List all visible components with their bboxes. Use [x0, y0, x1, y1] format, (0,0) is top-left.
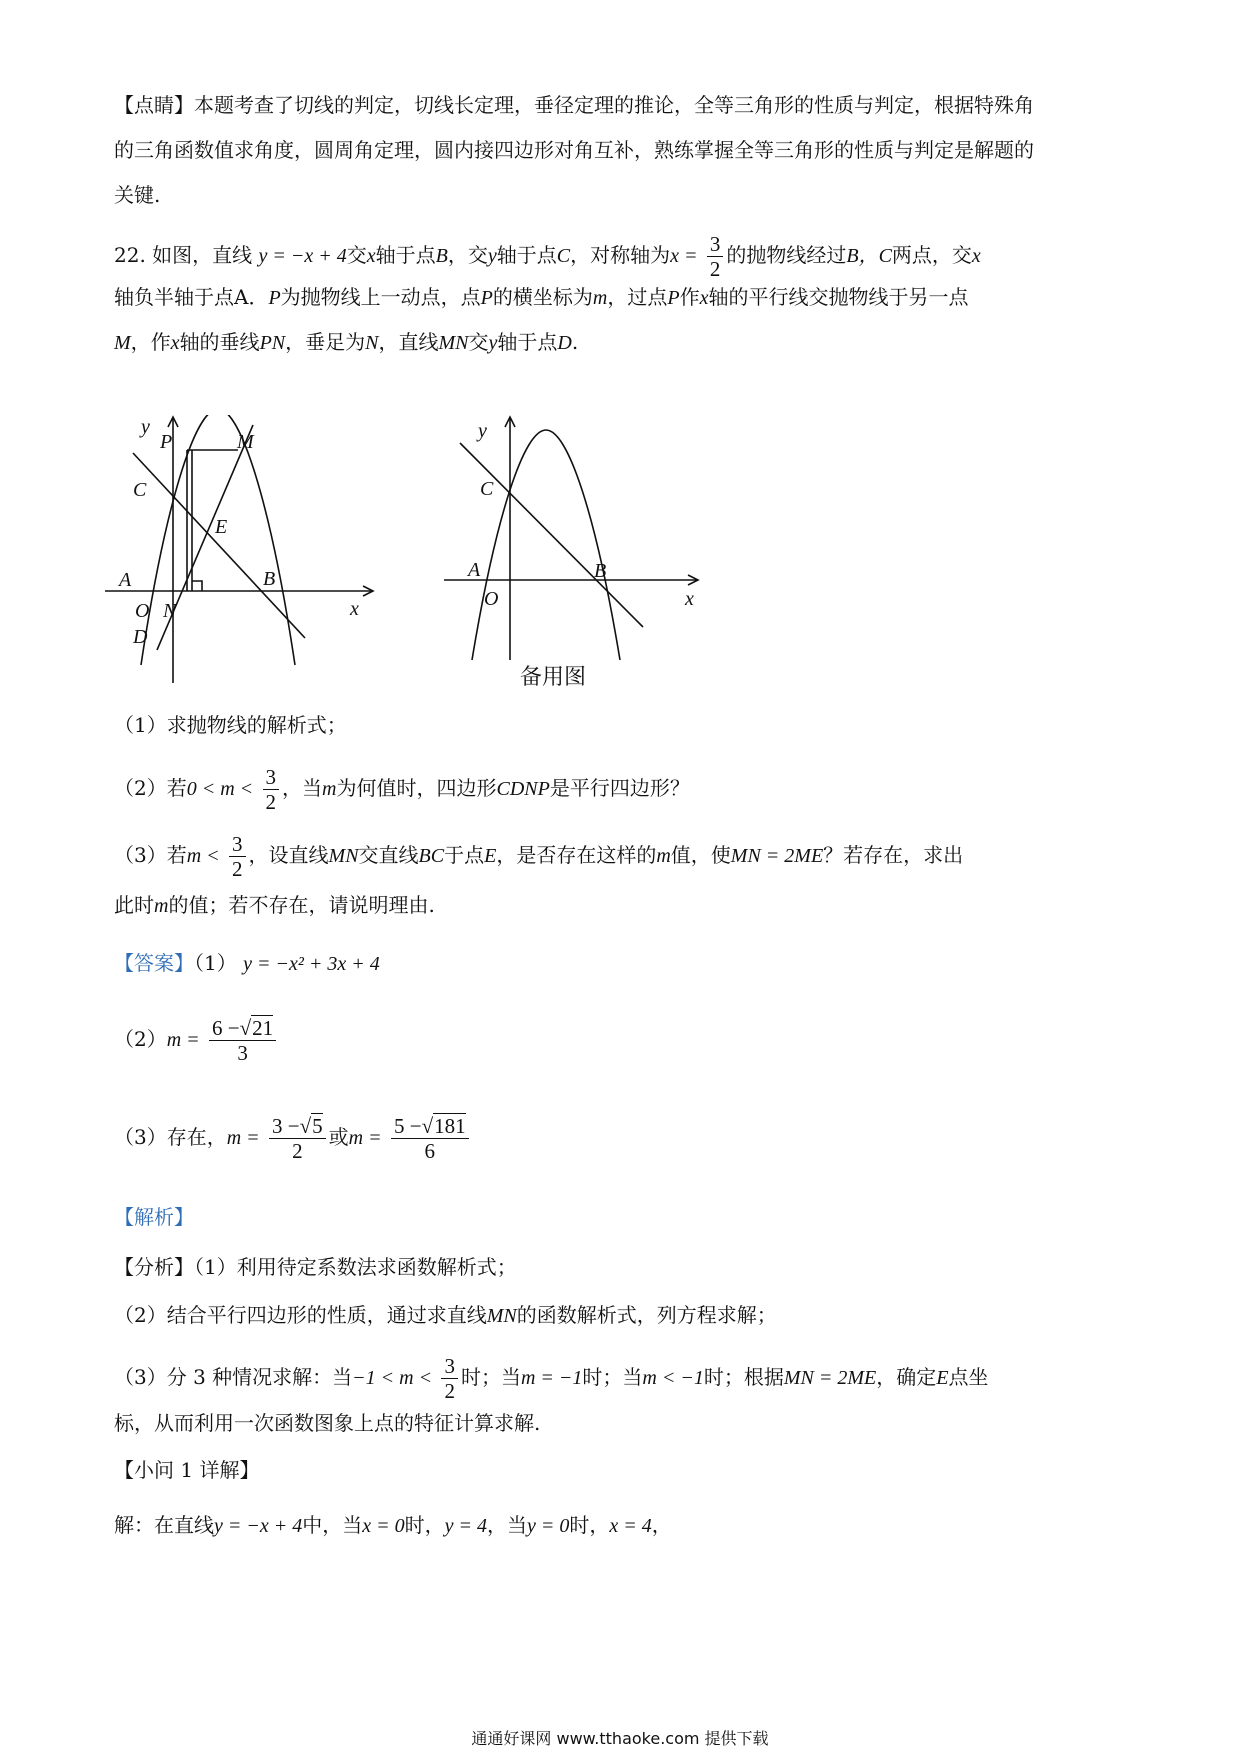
label-c: C: [133, 479, 147, 501]
problem-line-1: 22. 如图，直线 y = −x + 4交x轴于点B，交y轴于点C，对称轴为x = $\frac{3}{2}$ 的抛物线经过B，C两点，交x: [114, 232, 981, 281]
label-y: y: [478, 420, 487, 442]
answer-tag: 【答案】: [114, 951, 194, 975]
label-n: N: [163, 600, 177, 622]
analysis-tag: 【解析】: [114, 1205, 194, 1229]
subquestion-1: （1）求抛物线的解析式；: [114, 713, 347, 737]
label-o: O: [484, 588, 499, 610]
analysis-line-3: （3）分 3 种情况求解：当−1 < m < $\frac{3}{2}$ 时；当m = −1时；当m < −1时；根据MN = 2ME，确定E点坐: [114, 1354, 989, 1403]
label-a: A: [119, 569, 132, 591]
xiaowen-heading: 【小问 1 详解】: [114, 1458, 260, 1482]
label-o: O: [135, 600, 150, 622]
right-angle-mark: [192, 581, 202, 591]
figure-main: [105, 415, 395, 690]
label-x: x: [350, 598, 359, 620]
dianjing-line-2: 的三角函数值求角度，圆周角定理，圆内接四边形对角互补，熟练掌握全等三角形的性质与判定是解题的: [114, 138, 1034, 162]
problem-line-2: 轴负半轴于点A．P为抛物线上一动点，点P的横坐标为m，过点P作x轴的平行线交抛物线于另一点: [114, 285, 969, 309]
label-a: A: [468, 559, 481, 581]
solution-line-1: 解：在直线y = −x + 4中，当x = 0时，y = 4，当y = 0时，x = 4，: [114, 1513, 672, 1537]
subquestion-2: （2）若0 < m < $\frac{3}{2}$ ，当m为何值时，四边形CDNP是平行四边形？: [114, 765, 690, 814]
subquestion-3: （3）若m < $\frac{3}{2}$ ，设直线MN交直线BC于点E，是否存在这样的m值，使MN = 2ME？若存在，求出: [114, 832, 964, 881]
label-e: E: [215, 516, 228, 538]
analysis-line-2: （2）结合平行四边形的性质，通过求直线MN的函数解析式，列方程求解；: [114, 1303, 777, 1327]
label-m: M: [237, 431, 254, 453]
page-footer: 通通好课网 www.tthaoke.com 提供下载: [471, 1729, 769, 1748]
answer-3: （3）存在，m = $\frac{3 -√5}{2}$ 或m = $\frac{5 -√181}{6}$: [114, 1114, 472, 1163]
dianjing-line-1: 【点睛】本题考查了切线的判定，切线长定理，垂径定理的推论，全等三角形的性质与判定，根据特殊角: [114, 93, 1034, 117]
answer-1: 【答案】（1） y = −x² + 3x + 4: [114, 951, 380, 975]
label-y: y: [141, 416, 150, 438]
problem-line-3: M，作x轴的垂线PN，垂足为N，直线MN交y轴于点D.: [114, 330, 579, 354]
analysis-line-1: 【分析】（1）利用待定系数法求函数解析式；: [114, 1255, 517, 1279]
label-c: C: [480, 478, 494, 500]
line-equation: y = −x + 4: [258, 245, 347, 267]
label-b: B: [263, 568, 276, 590]
line-bc: [133, 453, 305, 638]
fraction-three-halves: $\frac{3}{2}$: [707, 232, 724, 281]
analysis-line-4: 标，从而利用一次函数图象上点的特征计算求解.: [114, 1411, 541, 1435]
label-d: D: [133, 626, 148, 648]
parabola: [472, 430, 620, 660]
label-x: x: [685, 588, 694, 610]
figure-backup: [440, 415, 720, 660]
dianjing-line-3: 关键.: [114, 183, 161, 207]
subquestion-3-line-2: 此时m的值；若不存在，请说明理由.: [114, 893, 435, 917]
figure-caption: 备用图: [520, 665, 587, 690]
answer-2: （2）m = $\frac{6 -√21}{3}$: [114, 1016, 279, 1065]
label-p: P: [160, 431, 173, 453]
label-b: B: [594, 560, 607, 582]
